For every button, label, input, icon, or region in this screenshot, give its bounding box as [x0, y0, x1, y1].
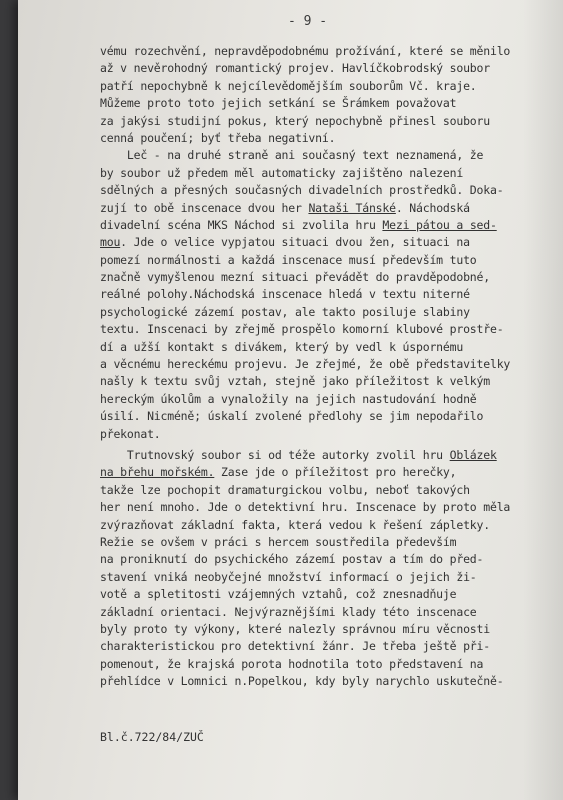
text-line: stavení vniká neobyčejné množství informací o jejich ži- [100, 569, 477, 584]
text-line: textu. Inscenaci by zřejmě prospělo komorní klubové prostře- [100, 322, 504, 337]
text-line: našly k textu svůj vztah, stejně jako příležitost k velkým [100, 374, 490, 389]
paragraph-1 [100, 43, 560, 147]
text-line: úsilí. Nicméně; úskalí zvolené předlohy se jim nepodařilo [100, 409, 484, 424]
text-line: hereckým úkolům a vynaložily na jejich nastudování hodně [100, 391, 477, 406]
text-line: pomezí normálnosti a každá inscenace musí především tuto [100, 252, 477, 267]
text-line: Můžeme proto toto jejich setkání se Šrámkem považovat [100, 96, 457, 111]
text-line: až v nevěrohodný romantický projev. Havlíčkobrodský soubor [100, 61, 490, 76]
page-number: - 9 - [288, 14, 328, 29]
text-segment: divadelní scéna MKS Náchod si zvolila hru [100, 217, 383, 232]
text-segment: . Náchodská [395, 200, 470, 215]
play-title-underlined: Oblázek [449, 447, 497, 462]
text-segment: . Jde o velice vypjatou situaci dvou žen, situaci na [120, 235, 470, 250]
document-reference: Bl.č.722/84/ZUČ [100, 730, 204, 744]
text-line [100, 234, 560, 251]
paragraph-2-rest [100, 252, 560, 443]
text-line: by soubor už předem měl automaticky zajištěno nalezení [100, 165, 464, 180]
text-line: reálné polohy.Náchodská inscenace hledá v textu niterné [100, 287, 470, 302]
text-line: her není mnoho. Jde o detektivní hru. Inscenace by proto měla [100, 500, 511, 515]
paragraph-2 [100, 147, 560, 443]
text-line: patří nepochybně k nejcílevědomějším souborům Vč. kraje. [100, 78, 477, 93]
text-line [100, 464, 560, 481]
text-line: přehlídce v Lomnici n.Popelkou, kdy byly narychlo uskutečně- [100, 674, 504, 689]
text-segment: zují to obě inscenace dvou her [100, 200, 309, 215]
text-line: byly proto ty výkony, které nalezly správnou míru věcnosti [100, 621, 490, 636]
text-segment: Trutnovský soubor si od téže autorky zvolil hru [100, 447, 450, 462]
play-title-underlined: na břehu mořském. [100, 465, 215, 480]
text-line: cenná poučení; byť třeba negativní. [100, 130, 336, 145]
text-line: základní orientaci. Nejvýraznějšími klady této inscenace [100, 604, 477, 619]
text-line: dí a užší kontakt s divákem, který by vedl k úspornému [100, 339, 464, 354]
text-line: Leč - na druhé straně ani současný text neznamená, že [100, 148, 484, 163]
paragraph-3-rest [100, 482, 560, 691]
text-line: značně vymyšlenou mezní situaci převádět do pravděpodobné, [100, 270, 490, 285]
text-line: zvýrazňovat základní fakta, která vedou k řešení zápletky. [100, 517, 490, 532]
text-line: a věcnému hereckému projevu. Je zřejmé, že obě představitelky [100, 357, 511, 372]
body-text [100, 43, 560, 690]
text-line: takže lze pochopit dramaturgickou volbu, neboť takových [100, 482, 470, 497]
text-line: vému rozechvění, nepravděpodobnému prožívání, které se měnilo [100, 44, 511, 58]
text-line [100, 447, 560, 464]
text-line: Režie se ovšem v práci s hercem soustředila především [100, 534, 457, 549]
text-line: za jakýsi studijní pokus, který nepochybně přinesl souboru [100, 113, 490, 128]
text-line: votě a spletitosti vzájemných vztahů, což znesnadňuje [100, 587, 457, 602]
text-line: charakteristickou pro detektivní žánr. Je třeba ještě při- [100, 639, 490, 654]
text-line [100, 217, 560, 234]
text-line: na proniknutí do psychického zázemí postav a tím do před- [100, 552, 484, 567]
text-line: sdělných a přesných současných divadelních prostředků. Doka- [100, 183, 504, 198]
text-segment: Zase jde o příležitost pro herečky, [214, 465, 457, 480]
document-page [18, 0, 563, 800]
play-title-underlined: mou [100, 235, 121, 250]
text-line: překonat. [100, 426, 161, 441]
play-title-underlined: Mezi pátou a sed- [382, 217, 497, 232]
author-name-underlined: Nataši Tánské [308, 200, 396, 215]
paragraph-3 [100, 447, 560, 690]
text-line [100, 200, 560, 217]
text-line: pomenout, že krajská porota hodnotila toto představení na [100, 656, 484, 671]
text-line: psychologické zázemí postav, ale takto posiluje slabiny [100, 304, 470, 319]
